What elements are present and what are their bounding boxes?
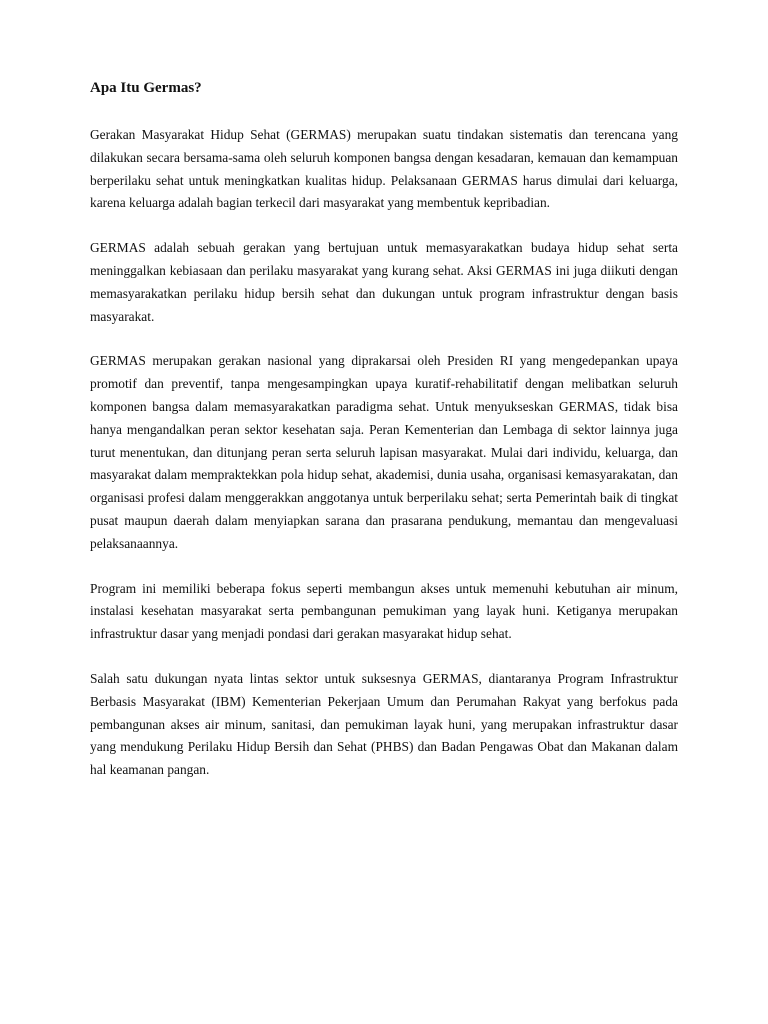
document-title: Apa Itu Germas? [90, 80, 202, 96]
paragraph-4: Program ini memiliki beberapa fokus seperti membangun akses untuk memenuhi kebutuhan air minum, instalasi kesehatan masyarakat serta pembangunan pemukiman yang layak huni. Ketiganya merupakan infrastruktur dasar yang menjadi pondasi dari gerakan masyarakat hidup sehat. [90, 580, 678, 642]
paragraph-5: Salah satu dukungan nyata lintas sektor untuk suksesnya GERMAS, diantaranya Program Infrastruktur Berbasis Masyarakat (IBM) Kementerian Pekerjaan Umum dan Perumahan Rakyat yang berfokus pada pembangunan akses air minum, sanitasi, dan pemukiman layak huni, yang merupakan infrastruktur dasar yang mendukung Perilaku Hidup Bersih dan Sehat (PHBS) dan Badan Pengawas Obat dan Makanan dalam hal keamanan pangan. [90, 670, 678, 778]
paragraph-1: Gerakan Masyarakat Hidup Sehat (GERMAS) merupakan suatu tindakan sistematis dan terencana yang dilakukan secara bersama-sama oleh seluruh komponen bangsa dengan kesadaran, kemauan dan kemampuan berperilaku sehat untuk meningkatkan kualitas hidup. Pelaksanaan GERMAS harus dimulai dari keluarga, karena keluarga adalah bagian terkecil dari masyarakat yang membentuk kepribadian. [90, 127, 678, 211]
document-body [90, 78, 678, 804]
paragraph-3: GERMAS merupakan gerakan nasional yang diprakarsai oleh Presiden RI yang mengedepankan upaya promotif dan preventif, tanpa mengesampingkan upaya kuratif-rehabilitatif dengan melibatkan seluruh komponen bangsa dalam memasyarakatkan paradigma sehat. Untuk menyukseskan GERMAS, tidak bisa hanya mengandalkan peran sektor kesehatan saja. Peran Kementerian dan Lembaga di sektor lainnya juga turut menentukan, dan ditunjang peran serta seluruh lapisan masyarakat. Mulai dari individu, keluarga, dan masyarakat dalam mempraktekkan pola hidup sehat, akademisi, dunia usaha, organisasi kemasyarakatan, dan organisasi profesi dalam menggerakkan anggotanya untuk berperilaku sehat; serta Pemerintah baik di tingkat pusat maupun daerah dalam menyiapkan sarana dan prasarana pendukung, memantau dan mengevaluasi pelaksanaannya. [90, 353, 678, 551]
paragraph-2: GERMAS adalah sebuah gerakan yang bertujuan untuk memasyarakatkan budaya hidup sehat serta meninggalkan kebiasaan dan perilaku masyarakat yang kurang sehat. Aksi GERMAS ini juga diikuti dengan memasyarakatkan perilaku hidup bersih sehat dan dukungan untuk program infrastruktur dengan basis masyarakat. [90, 240, 678, 324]
